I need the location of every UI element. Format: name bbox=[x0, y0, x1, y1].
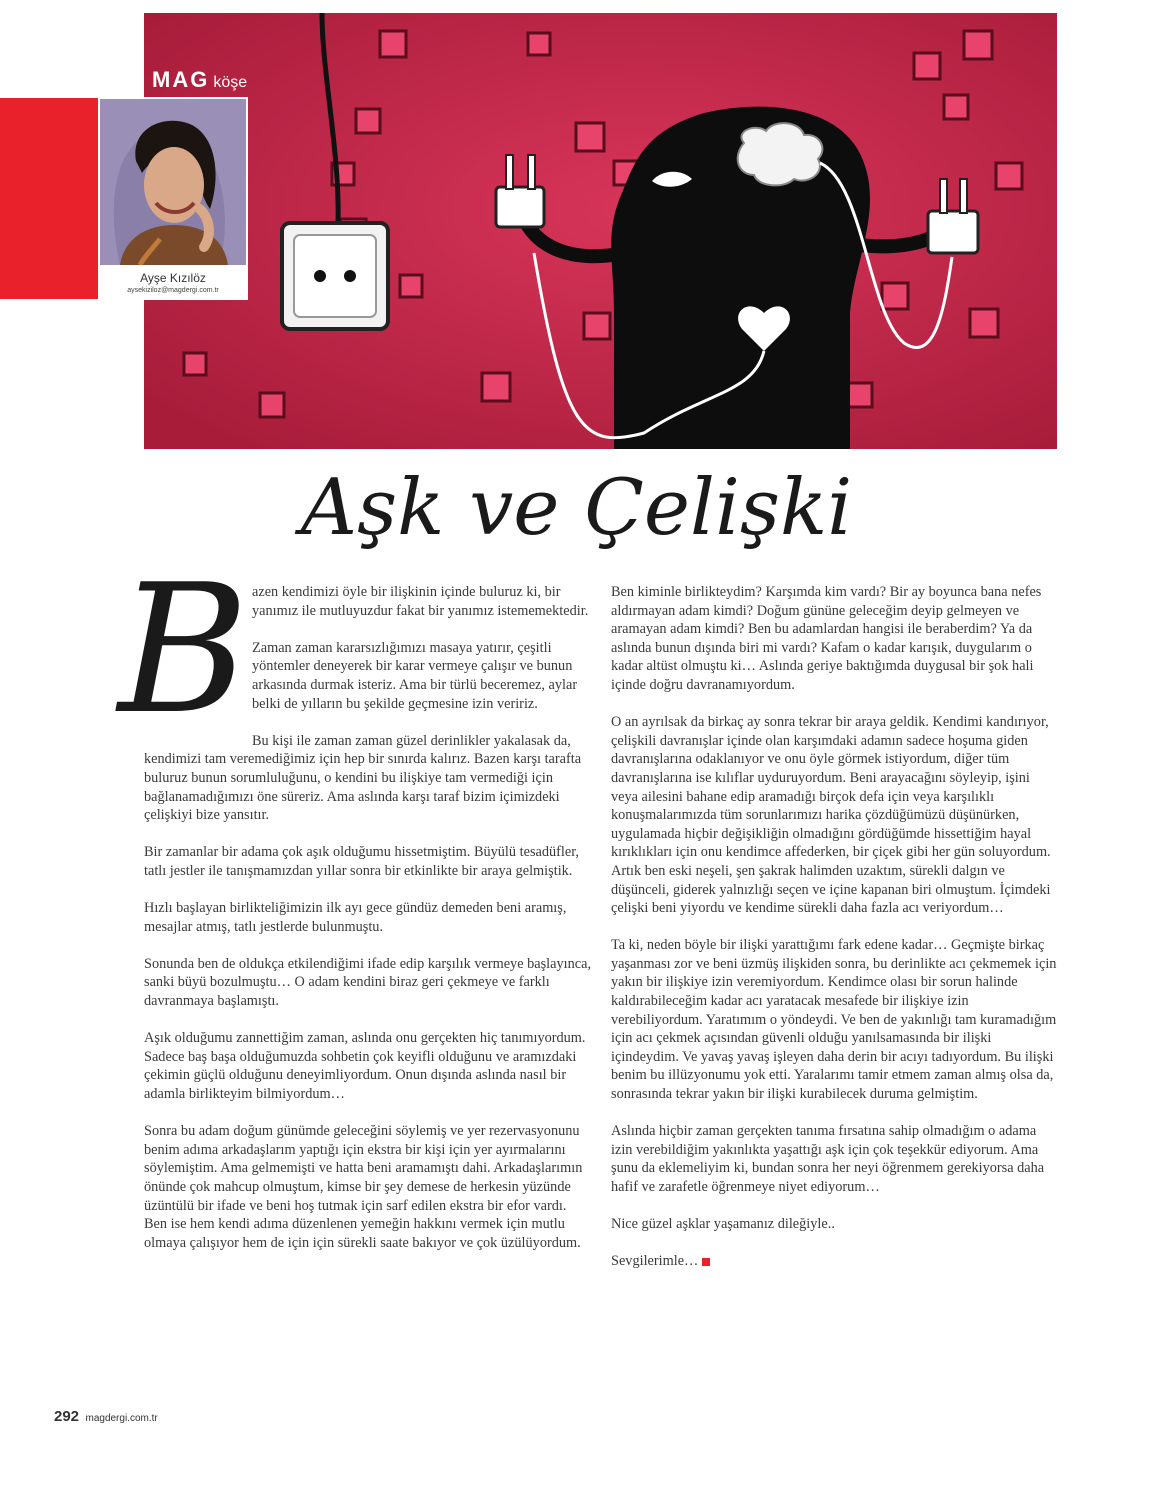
paragraph: Nice güzel aşklar yaşamanız dileğiyle.. bbox=[611, 1216, 835, 1233]
paragraph: Bir zamanlar bir adama çok aşık olduğumu hissetmiştim. Büyülü tesadüfler, tatlı jestler ile tanışmamızdan yıllar sonra bir etkinlikte bir araya gelmiştik. bbox=[144, 844, 579, 879]
section-label bbox=[152, 67, 247, 93]
paragraph: Sonunda ben de oldukça etkilendiğimi ifade edip karşılık vermeye başlayınca, sanki büyü bozulmuştu… O adam kendini biraz geri çekmeye ve farklı davranmaya başlamıştı. bbox=[144, 955, 592, 1010]
paragraph: azen kendimizi öyle bir ilişkinin içinde buluruz ki, bir yanımız ile mutluyuzdur fakat bir yanımız istememektedir. bbox=[252, 584, 589, 619]
author-photo bbox=[100, 99, 246, 265]
author-card bbox=[98, 97, 248, 300]
end-of-article-mark bbox=[702, 1258, 710, 1266]
paragraph: Aslında hiçbir zaman gerçekten tanıma fırsatına sahip olmadığım o adama izin verebildiğim yakınlıkta yaşattığı aşk için çok teşekkür ediyorum. Ama şunu da eklemeliyim ki, bundan sonra her neyi öğrenmem gerekiyorsa daha hafif ve zarafetle öğrenmeye niyet ediyorum… bbox=[611, 1123, 1045, 1195]
paragraph: Ben kiminle birlikteydim? Karşımda kim vardı? Bir ay boyunca bana nefes aldırmayan adam kimdi? Doğum gününe geleceğim deyip gelmeyen ve aramayan adam kimdi? Ben bu adamlardan hangisi ile beraberdim? Ya da aslında bunun dışında biri mi vardı? Kafam o kadar karışık, duygularım o kadar altüst olmuştu ki… Aslında geriye baktığımda duygusal bir şok hali içinde doğru davranamıyordum. bbox=[611, 584, 1042, 693]
plug-figure-illustration bbox=[144, 13, 1057, 449]
sign-off: Sevgilerimle… bbox=[611, 1253, 699, 1270]
article-column-right bbox=[611, 583, 1057, 1290]
section-name: köşe bbox=[213, 74, 248, 91]
paragraph: Bu kişi ile zaman zaman güzel derinlikler yakalasak da, kendimizi tam veremediğimiz için hep bir sınırda kalırız. Bazen karşı tarafta buluruz bunun sorumluluğunu, o kendini bu ilişkiye tam vermediği için bağlanamadığımızı öne süreriz. Ama aslında karşı taraf bizim içimizdeki çelişkiyi bize yansıtır. bbox=[144, 732, 582, 824]
paragraph: Hızlı başlayan birlikteliğimizin ilk ayı gece gündüz demeden beni aramış, mesajlar atmış, tatlı jestlerde bulunmuştu. bbox=[144, 900, 567, 935]
closing-line bbox=[611, 1252, 1057, 1271]
paragraph: O an ayrılsak da birkaç ay sonra tekrar bir araya geldik. Kendimi kandırıyor, çelişkili davranışlar içinde olan karşımdaki adamın sadece hoşuma giden davranışlarına odaklanıyor ve onu öyle görmek istiyordum, diğer tüm davranışlarına ise kılıflar uyduruyordum. Beni arayacağını söyleyip, işini veya ailesini bahane edip aramadığı birçok defa için veya karşılıklı konuşmalarımızda tüm sorunlarımızı harika çözdüğümüzü düşünürken, uygulamada hiçbir değişikliğin olmadığını gördüğümde hissettiğim hayal kırıklıkları için onu kendimce affederken, bir çiçek gibi her gün soluyordum. Artık ben eski neşeli, şen şakrak halimden uzaktım, sürekli dalgın ve düşünceli, giderek yalnızlığı seçen ve içine kapanan biri olmuştum. İçimdeki çelişki beni yiyordu ve kendime sürekli daha fazla acı veriyordum… bbox=[611, 714, 1051, 917]
paragraph: Sonra bu adam doğum günümde geleceğini söylemiş ve yer rezervasyonunu benim adıma arkadaşlarım yaptığı için ekstra bir kişi için yer ayırmalarını söylemiştim. Ama gelmemişti ve hatta beni aramamıştı dahi. Arkadaşlarımın önünde çok mahcup olmuştum, kimse bir şey demese de herkesin yüzünde üzüntülü bir ifade ve beni hoş tutmak için sarf edilen ekstra bir efor vardı. Ben ise hem kendi adıma düzenlenen yemeğin hakkını vermek için mutlu olmaya çalışıyor hem de için için sürekli saate bakıyor ve çok üzülüyordum. bbox=[144, 1123, 583, 1251]
page-footer bbox=[54, 1408, 158, 1426]
page-number: 292 bbox=[54, 1408, 80, 1425]
paragraph: Ta ki, neden böyle bir ilişki yarattığımı fark edene kadar… Geçmişte birkaç yaşanması zor ve beni üzmüş ilişkiden sonra, bu derinlikte acı çekmemek için yakın bir ilişkiye izin veremiyordum. Kendimce olası bir sorun halinde kaldırabileceğim kadar acı yaratacak mesafede bir ilişkiye izin verebiliyordum. Yaratımım o yöndeydi. Ve ben de yakınlığı tam kuramadığım için acı çekmek açısından güvenli olduğu yanılsamasında bir ilişki içindeydim. Ve yavaş yavaş işleyen daha derin bir acıyı tadıyordum. Bu ilişki benim bu illüzyonumu yok etti. Yaralarımı tamir etmem zaman almış olsa da, sonrasında tekrar yakın bir ilişki kurabilecek duruma gelmiştim. bbox=[611, 937, 1057, 1103]
hero-illustration bbox=[144, 13, 1057, 449]
author-name: Ayşe Kızılöz bbox=[140, 271, 206, 285]
article-column-left bbox=[118, 546, 592, 1271]
drop-cap: B bbox=[118, 546, 249, 753]
author-email: aysekiziloz@magdergi.com.tr bbox=[127, 287, 219, 294]
article-title: Aşk ve Çelişki bbox=[300, 463, 853, 553]
footer-site: magdergi.com.tr bbox=[85, 1413, 158, 1424]
paragraph: Aşık olduğumu zannettiğim zaman, aslında onu gerçekten hiç tanımıyordum. Sadece baş başa olduğumuzda sohbetin çok keyifli olduğunu ve aramızdaki çekimin güçlü olduğunu deneyimliyordum. Onun dışında aslında nasıl bir adamla birlikteyim bilmiyordum… bbox=[144, 1030, 586, 1103]
paragraph: Zaman zaman kararsızlığımızı masaya yatırır, çeşitli yöntemler deneyerek bir karar vermeye çalışır ve bunun arkasında durmak isteriz. Ama bir türlü beceremez, aylar belki de yılların bu şekilde geçmesine izin veririz. bbox=[252, 639, 578, 712]
mag-logo: MAG bbox=[152, 67, 210, 92]
